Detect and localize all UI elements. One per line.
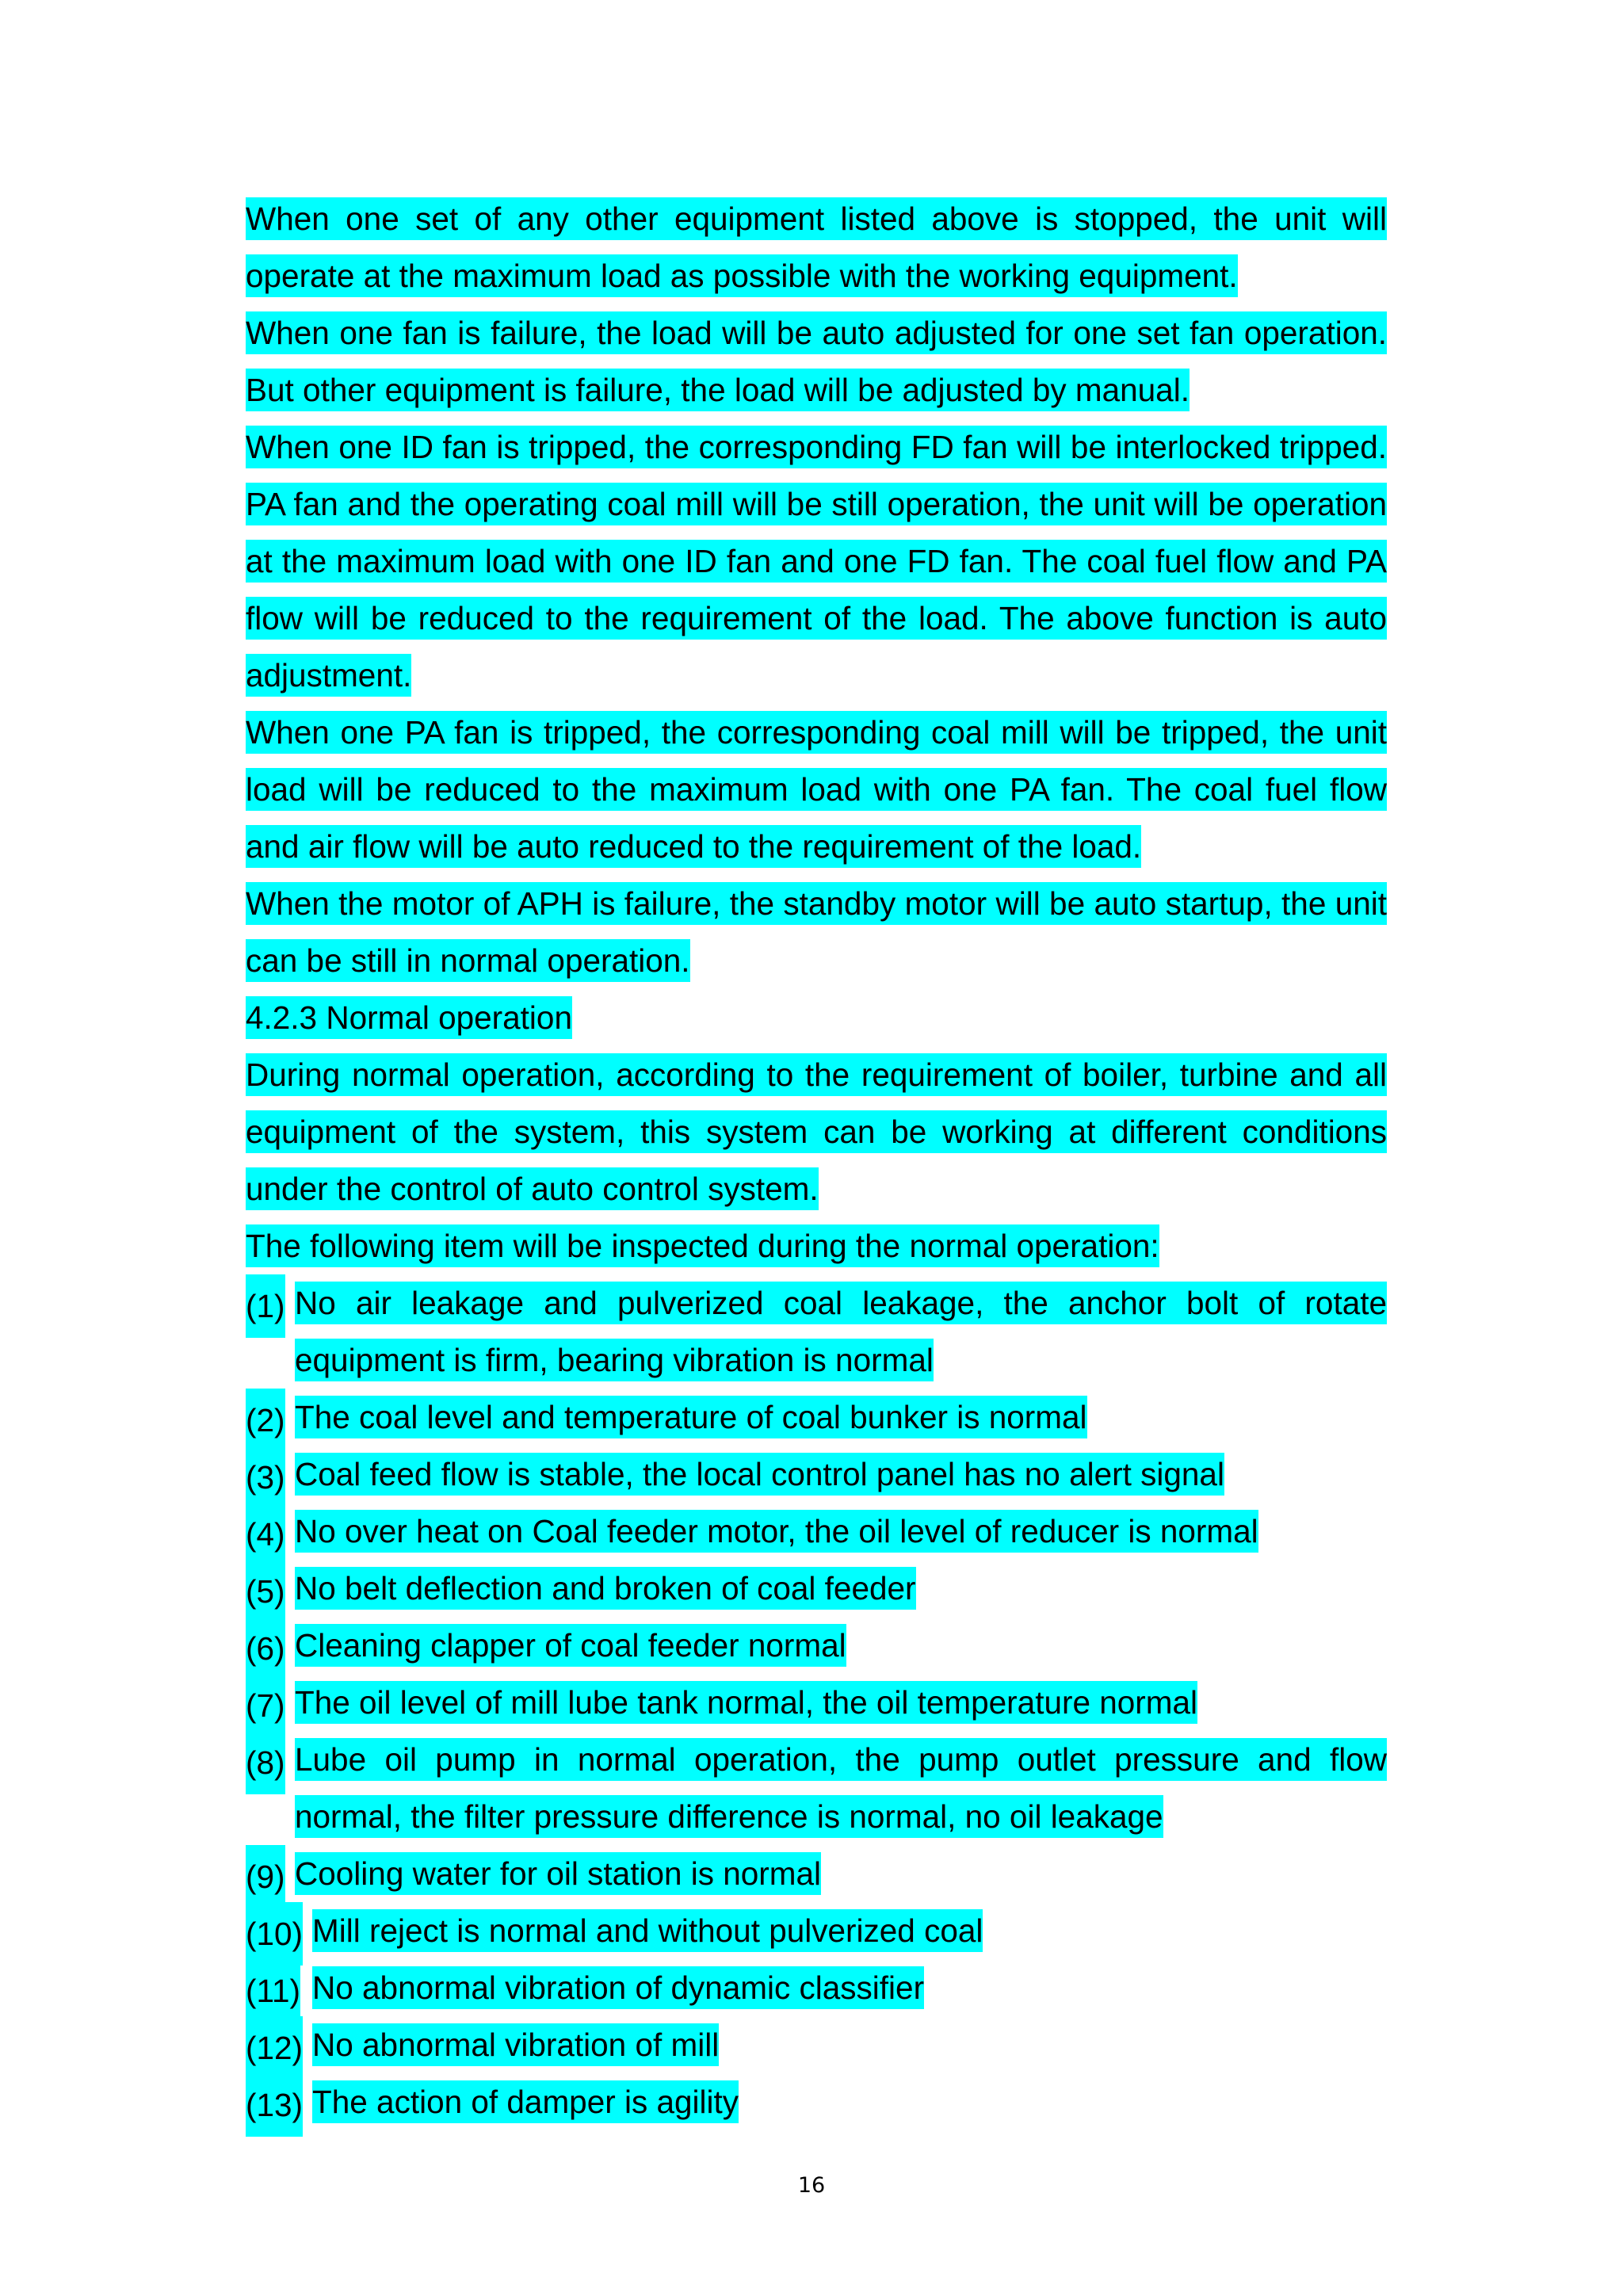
list-item-text: The oil level of mill lube tank normal, the oil temperature normal: [295, 1681, 1197, 1724]
paragraph: [246, 1217, 1387, 1274]
list-item-number: (4): [246, 1503, 285, 1566]
list-item-number: (12): [246, 2016, 303, 2080]
highlighted-text: When one PA fan is tripped, the corresponding coal mill will be tripped, the unit load will be reduced to the maximum load with one PA fan. The coal fuel flow and air flow will be auto reduced to the requirement of the load.: [246, 711, 1387, 868]
paragraph: [246, 1046, 1387, 1217]
list-item-number: (6): [246, 1617, 285, 1680]
list-item-text: No abnormal vibration of mill: [312, 2023, 719, 2066]
paragraph: [246, 704, 1387, 875]
inspection-list: [246, 1274, 1387, 2130]
highlighted-text: When one fan is failure, the load will be auto adjusted for one set fan operation. But other equipment is failure, the load will be adjusted by manual.: [246, 311, 1387, 411]
list-item-text: No air leakage and pulverized coal leakage, the anchor bolt of rotate equipment is firm, bearing vibration is normal: [295, 1282, 1387, 1381]
list-item-number: (13): [246, 2073, 303, 2137]
list-item-number: (9): [246, 1845, 285, 1908]
list-item-number: (8): [246, 1731, 285, 1794]
list-item: [246, 1274, 1387, 1389]
list-item-number: (5): [246, 1560, 285, 1623]
paragraph: [246, 304, 1387, 418]
highlighted-text: When one ID fan is tripped, the corresponding FD fan will be interlocked tripped. PA fan and the operating coal mill will be still operation, the unit will be operation at the maximum load with one ID fan and one FD fan. The coal fuel flow and PA flow will be reduced to the requirement of the load. The above function is auto adjustment.: [246, 426, 1387, 697]
list-item: [246, 1389, 1387, 1446]
list-item: [246, 1446, 1387, 1503]
list-item-number: (7): [246, 1674, 285, 1737]
list-item-number: (1): [246, 1274, 285, 1338]
list-item-number: (3): [246, 1446, 285, 1509]
list-item-text: Cleaning clapper of coal feeder normal: [295, 1624, 846, 1667]
document-page: [246, 190, 1387, 2130]
list-item: [246, 1845, 1387, 1902]
section-heading: [246, 989, 1387, 1046]
list-item-text: Coal feed flow is stable, the local control panel has no alert signal: [295, 1453, 1224, 1496]
paragraph: [246, 190, 1387, 304]
list-item-number: (10): [246, 1902, 303, 1966]
list-item-text: No abnormal vibration of dynamic classifier: [312, 1966, 924, 2009]
list-item-text: The coal level and temperature of coal bunker is normal: [295, 1396, 1087, 1438]
list-item: [246, 1902, 1387, 1959]
highlighted-text: When the motor of APH is failure, the standby motor will be auto startup, the unit can be still in normal operation.: [246, 882, 1387, 982]
page-number: 16: [797, 2173, 826, 2198]
list-item-text: The action of damper is agility: [312, 2080, 739, 2123]
list-item: [246, 2073, 1387, 2130]
highlighted-text: When one set of any other equipment listed above is stopped, the unit will operate at the maximum load as possible with the working equipment.: [246, 197, 1387, 297]
list-item-text: Lube oil pump in normal operation, the pump outlet pressure and flow normal, the filter pressure difference is normal, no oil leakage: [295, 1738, 1387, 1838]
section-heading-text: 4.2.3 Normal operation: [246, 996, 572, 1039]
list-item: [246, 1674, 1387, 1731]
list-item: [246, 1560, 1387, 1617]
list-item: [246, 2016, 1387, 2073]
list-item-text: No belt deflection and broken of coal feeder: [295, 1567, 916, 1610]
list-item-text: Mill reject is normal and without pulverized coal: [312, 1909, 983, 1952]
paragraph: [246, 875, 1387, 989]
list-item: [246, 1731, 1387, 1845]
list-item-number: (2): [246, 1389, 285, 1452]
list-item: [246, 1503, 1387, 1560]
highlighted-text: The following item will be inspected during the normal operation:: [246, 1224, 1159, 1267]
list-item-text: No over heat on Coal feeder motor, the oil level of reducer is normal: [295, 1510, 1258, 1553]
list-item-number: (11): [246, 1959, 300, 2023]
highlighted-text: During normal operation, according to the requirement of boiler, turbine and all equipment of the system, this system can be working at different conditions under the control of auto control system.: [246, 1053, 1387, 1210]
paragraph: [246, 418, 1387, 704]
list-item-text: Cooling water for oil station is normal: [295, 1852, 821, 1895]
list-item: [246, 1959, 1387, 2016]
list-item: [246, 1617, 1387, 1674]
